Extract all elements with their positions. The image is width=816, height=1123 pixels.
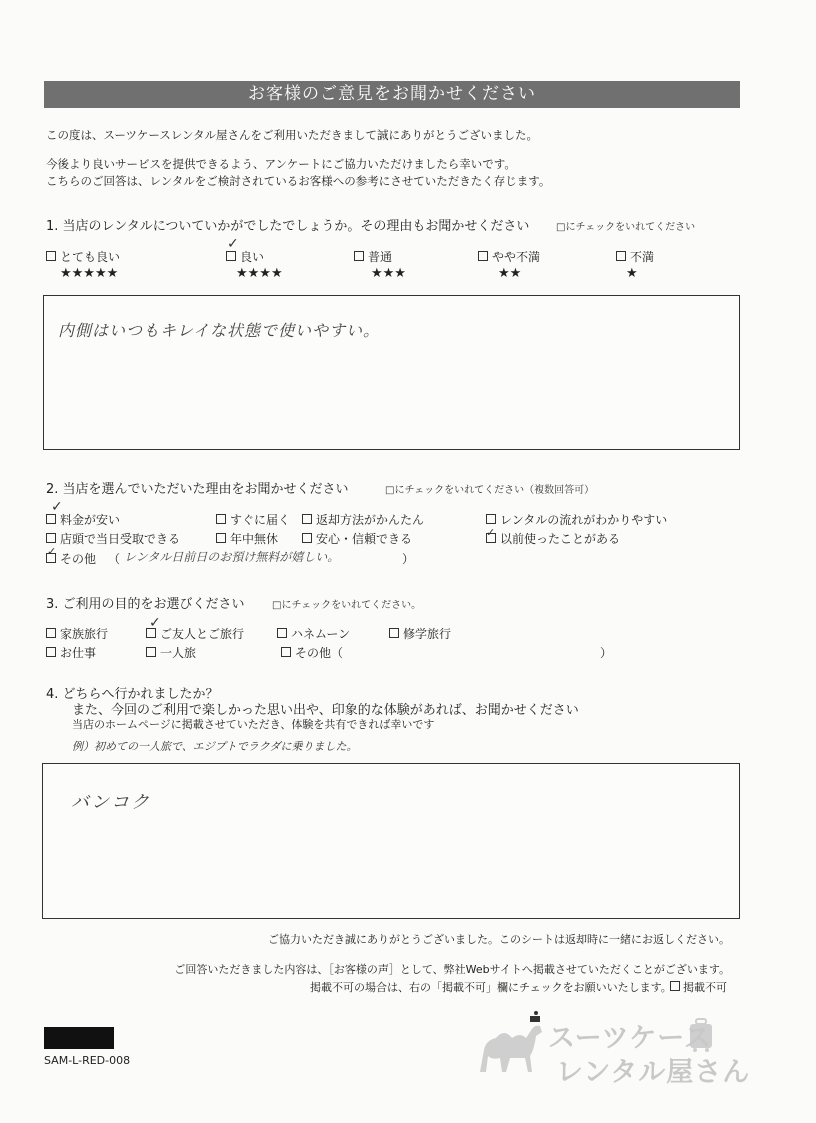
refuse-publication-option[interactable] — [670, 979, 727, 995]
checkbox[interactable] — [146, 647, 156, 657]
checkbox[interactable] — [478, 251, 488, 261]
option-label: 安心・信頼できる — [316, 532, 413, 546]
checkbox[interactable] — [46, 628, 56, 638]
q2-other-handwritten: レンタル日前日のお預け無料が嬉しい。 — [124, 550, 340, 564]
checkbox[interactable] — [216, 514, 226, 524]
q2-option-same-day-pickup[interactable] — [46, 530, 180, 547]
q1-question: 1. 当店のレンタルについていかがでしたでしょうか。その理由もお聞かせください — [46, 219, 530, 234]
intro-line-2: 今後より良いサービスを提供できるよう、アンケートにご協力いただけましたら幸いです。 — [46, 157, 516, 171]
q2-other-close-paren: ） — [402, 552, 415, 566]
q1-handwritten-answer: 内側はいつもキレイな状態で使いやすい。 — [58, 321, 381, 340]
checkbox[interactable] — [46, 251, 56, 261]
q4-handwritten-answer: バンコク — [71, 792, 151, 813]
option-label: 普通 — [368, 250, 393, 264]
logo-text-line-2: レンタル屋さん — [556, 1057, 751, 1088]
checkbox[interactable] — [389, 628, 399, 638]
option-label: レンタルの流れがわかりやすい — [500, 513, 668, 527]
checkbox[interactable] — [46, 533, 56, 543]
q2-option-clear-flow[interactable] — [486, 511, 667, 528]
checkbox[interactable] — [46, 514, 56, 524]
option-label: 以前使ったことがある — [500, 532, 621, 546]
option-label: 修学旅行 — [403, 627, 452, 641]
option-label: すぐに届く — [230, 513, 291, 527]
q4-note: 当店のホームページに掲載させていただき、体験を共有できれば幸いです — [72, 718, 435, 731]
checkbox[interactable] — [354, 251, 364, 261]
option-label: 店頭で当日受取できる — [60, 532, 181, 546]
q1-hint: □にチェックをいれてください — [556, 222, 696, 233]
q3-option-family-trip[interactable] — [46, 625, 108, 642]
star-rating-4: ★★★★ — [236, 266, 283, 281]
q3-option-school-trip[interactable] — [389, 625, 451, 642]
option-label: ハネムーン — [291, 627, 351, 641]
checkbox[interactable] — [302, 514, 312, 524]
checkmark-icon: ✓ — [51, 499, 63, 515]
camel-logo-icon — [470, 1010, 548, 1082]
checkbox[interactable] — [670, 981, 680, 991]
q4-example: 例）初めての一人旅で、エジプトでラクダに乗りました。 — [72, 740, 358, 753]
q3-option-solo-trip[interactable] — [146, 644, 196, 661]
q3-option-honeymoon[interactable] — [277, 625, 350, 642]
q2-option-fast-delivery[interactable] — [216, 511, 290, 528]
option-label: 家族旅行 — [60, 627, 109, 641]
option-label: 年中無休 — [230, 532, 279, 546]
option-label: 不満 — [630, 250, 655, 264]
checkmark-icon: ✓ — [227, 236, 239, 252]
star-rating-1: ★ — [626, 266, 638, 281]
option-label: 返却方法がかんたん — [316, 513, 425, 527]
checkmark-icon: ✓ — [149, 615, 161, 631]
option-label: お仕事 — [60, 646, 97, 660]
q3-option-other[interactable] — [281, 644, 343, 661]
q4-question: 4. どちらへ行かれましたか？ — [46, 687, 219, 702]
checkmark-icon: ✓ — [486, 526, 496, 539]
checkbox[interactable] — [616, 251, 626, 261]
star-rating-2: ★★ — [498, 266, 522, 281]
star-rating-3: ★★★ — [371, 266, 406, 281]
q4-question-2: また、今回のご利用で楽しかった思い出や、印象的な体験があれば、お聞かせください — [72, 703, 579, 718]
q2-hint: □にチェックをいれてください（複数回答可） — [385, 485, 595, 496]
option-label: とても良い — [60, 250, 121, 264]
q1-answer-box[interactable] — [43, 295, 740, 450]
intro-line-3: こちらのご回答は、レンタルをご検討されているお客様への参考にさせていただきたく存じます。 — [46, 174, 551, 188]
q2-question: 2. 当店を選んでいただいた理由をお聞かせください — [46, 482, 349, 497]
checkbox[interactable] — [302, 533, 312, 543]
q3-question: 3. ご利用の目的をお選びください — [46, 597, 245, 612]
document-code: SAM-L-RED-008 — [44, 1054, 131, 1067]
q4-answer-box[interactable] — [42, 763, 740, 919]
q1-option-very-good[interactable] — [46, 248, 120, 265]
q3-other-close-paren: ） — [600, 646, 613, 660]
q3-hint: □にチェックをいれてください。 — [272, 600, 422, 611]
intro-line-1: この度は、スーツケースレンタル屋さんをご利用いただきまして誠にありがとうございました。 — [46, 128, 539, 142]
option-label: ご友人とご旅行 — [160, 627, 245, 641]
q2-option-used-before[interactable] — [486, 530, 620, 547]
q2-option-open-all-year[interactable] — [216, 530, 278, 547]
option-label: やや不満 — [492, 250, 541, 264]
option-label: 一人旅 — [160, 646, 197, 660]
refuse-publication-label: 掲載不可 — [683, 981, 727, 994]
q1-option-slightly-dissatisfied[interactable] — [478, 248, 540, 265]
q2-other-open-paren: （ — [108, 552, 121, 566]
checkbox[interactable] — [277, 628, 287, 638]
checkbox[interactable] — [486, 514, 496, 524]
option-label: その他（ — [295, 646, 344, 660]
star-rating-5: ★★★★★ — [60, 266, 119, 281]
checkbox[interactable] — [46, 647, 56, 657]
footer-publish-notice: ご回答いただきました内容は、［お客様の声］として、弊社Webサイトへ掲載させていただくことがございます。 — [174, 963, 730, 976]
option-label: その他 — [60, 552, 97, 566]
q2-option-easy-return[interactable] — [302, 511, 424, 528]
q1-option-normal[interactable] — [354, 248, 392, 265]
option-label: 良い — [240, 250, 265, 264]
option-label: 料金が安い — [60, 513, 121, 527]
checkmark-icon: ✓ — [47, 545, 57, 558]
q3-option-business[interactable] — [46, 644, 96, 661]
form-title: お客様のご意見をお聞かせください — [44, 81, 740, 108]
footer-thanks: ご協力いただき誠にありがとうございました。このシートは返却時に一緒にお返しください。 — [268, 933, 730, 946]
logo-text-line-1: スーツケース — [548, 1023, 712, 1054]
checkbox[interactable] — [226, 251, 236, 261]
q1-option-dissatisfied[interactable] — [616, 248, 654, 265]
checkbox[interactable] — [281, 647, 291, 657]
q2-option-trustworthy[interactable] — [302, 530, 412, 547]
redacted-block — [44, 1027, 114, 1049]
checkbox[interactable] — [216, 533, 226, 543]
footer-refuse-instruction: 掲載不可の場合は、右の「掲載不可」欄にチェックをお願いいたします。 — [310, 981, 672, 994]
